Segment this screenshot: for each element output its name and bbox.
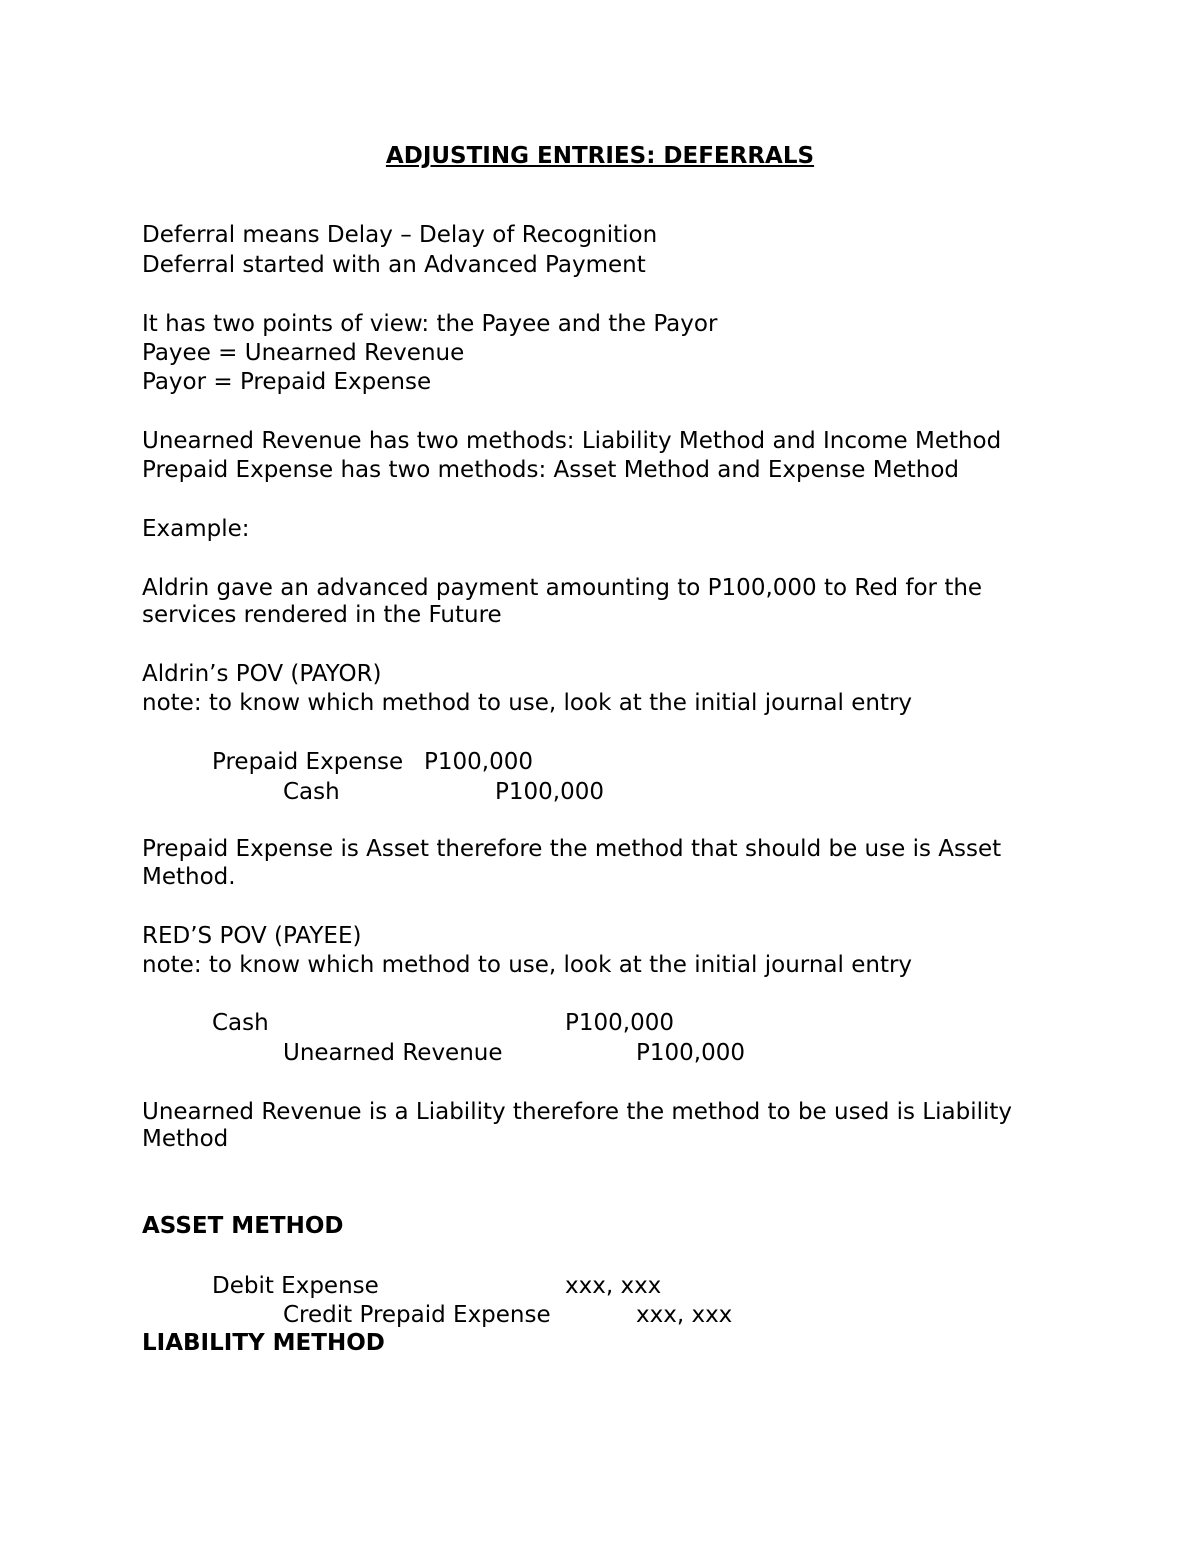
asset-debit-account: Debit Expense bbox=[212, 1273, 379, 1299]
payee-heading: RED’S POV (PAYEE) bbox=[142, 923, 362, 949]
payor-credit-amount: P100,000 bbox=[495, 779, 604, 805]
payor-note: note: to know which method to use, look at the initial journal entry bbox=[142, 690, 913, 716]
asset-credit-amount: xxx, xxx bbox=[636, 1302, 733, 1328]
views-line-1: It has two points of view: the Payee and the Payor bbox=[142, 311, 718, 337]
payor-debit-account: Prepaid Expense bbox=[212, 749, 404, 775]
payee-debit-amount: P100,000 bbox=[565, 1010, 674, 1036]
asset-method-heading: ASSET METHOD bbox=[142, 1213, 344, 1239]
document-title: ADJUSTING ENTRIES: DEFERRALS bbox=[385, 143, 815, 169]
payee-credit-account: Unearned Revenue bbox=[283, 1040, 503, 1066]
asset-credit-account: Credit Prepaid Expense bbox=[283, 1302, 551, 1328]
methods-line-2: Prepaid Expense has two methods: Asset Method and Expense Method bbox=[142, 457, 960, 483]
example-line-1: Aldrin gave an advanced payment amounting to P100,000 to Red for the bbox=[142, 575, 983, 601]
views-line-2: Payee = Unearned Revenue bbox=[142, 340, 465, 366]
payee-conclusion-2: Method bbox=[142, 1126, 229, 1152]
payor-debit-amount: P100,000 bbox=[424, 749, 533, 775]
payor-credit-account: Cash bbox=[283, 779, 340, 805]
intro-line-1: Deferral means Delay – Delay of Recognition bbox=[142, 222, 658, 248]
payor-conclusion-1: Prepaid Expense is Asset therefore the method that should be use is Asset bbox=[142, 836, 1002, 862]
payee-debit-account: Cash bbox=[212, 1010, 269, 1036]
asset-debit-amount: xxx, xxx bbox=[565, 1273, 662, 1299]
example-label: Example: bbox=[142, 516, 250, 542]
liability-method-heading: LIABILITY METHOD bbox=[142, 1330, 385, 1356]
intro-line-2: Deferral started with an Advanced Payment bbox=[142, 252, 646, 278]
payor-heading: Aldrin’s POV (PAYOR) bbox=[142, 661, 382, 687]
payee-conclusion-1: Unearned Revenue is a Liability therefore the method to be used is Liability bbox=[142, 1099, 1013, 1125]
methods-line-1: Unearned Revenue has two methods: Liability Method and Income Method bbox=[142, 428, 1002, 454]
payee-note: note: to know which method to use, look at the initial journal entry bbox=[142, 952, 913, 978]
views-line-3: Payor = Prepaid Expense bbox=[142, 369, 432, 395]
example-line-2: services rendered in the Future bbox=[142, 602, 502, 628]
payee-credit-amount: P100,000 bbox=[636, 1040, 745, 1066]
payor-conclusion-2: Method. bbox=[142, 864, 236, 890]
